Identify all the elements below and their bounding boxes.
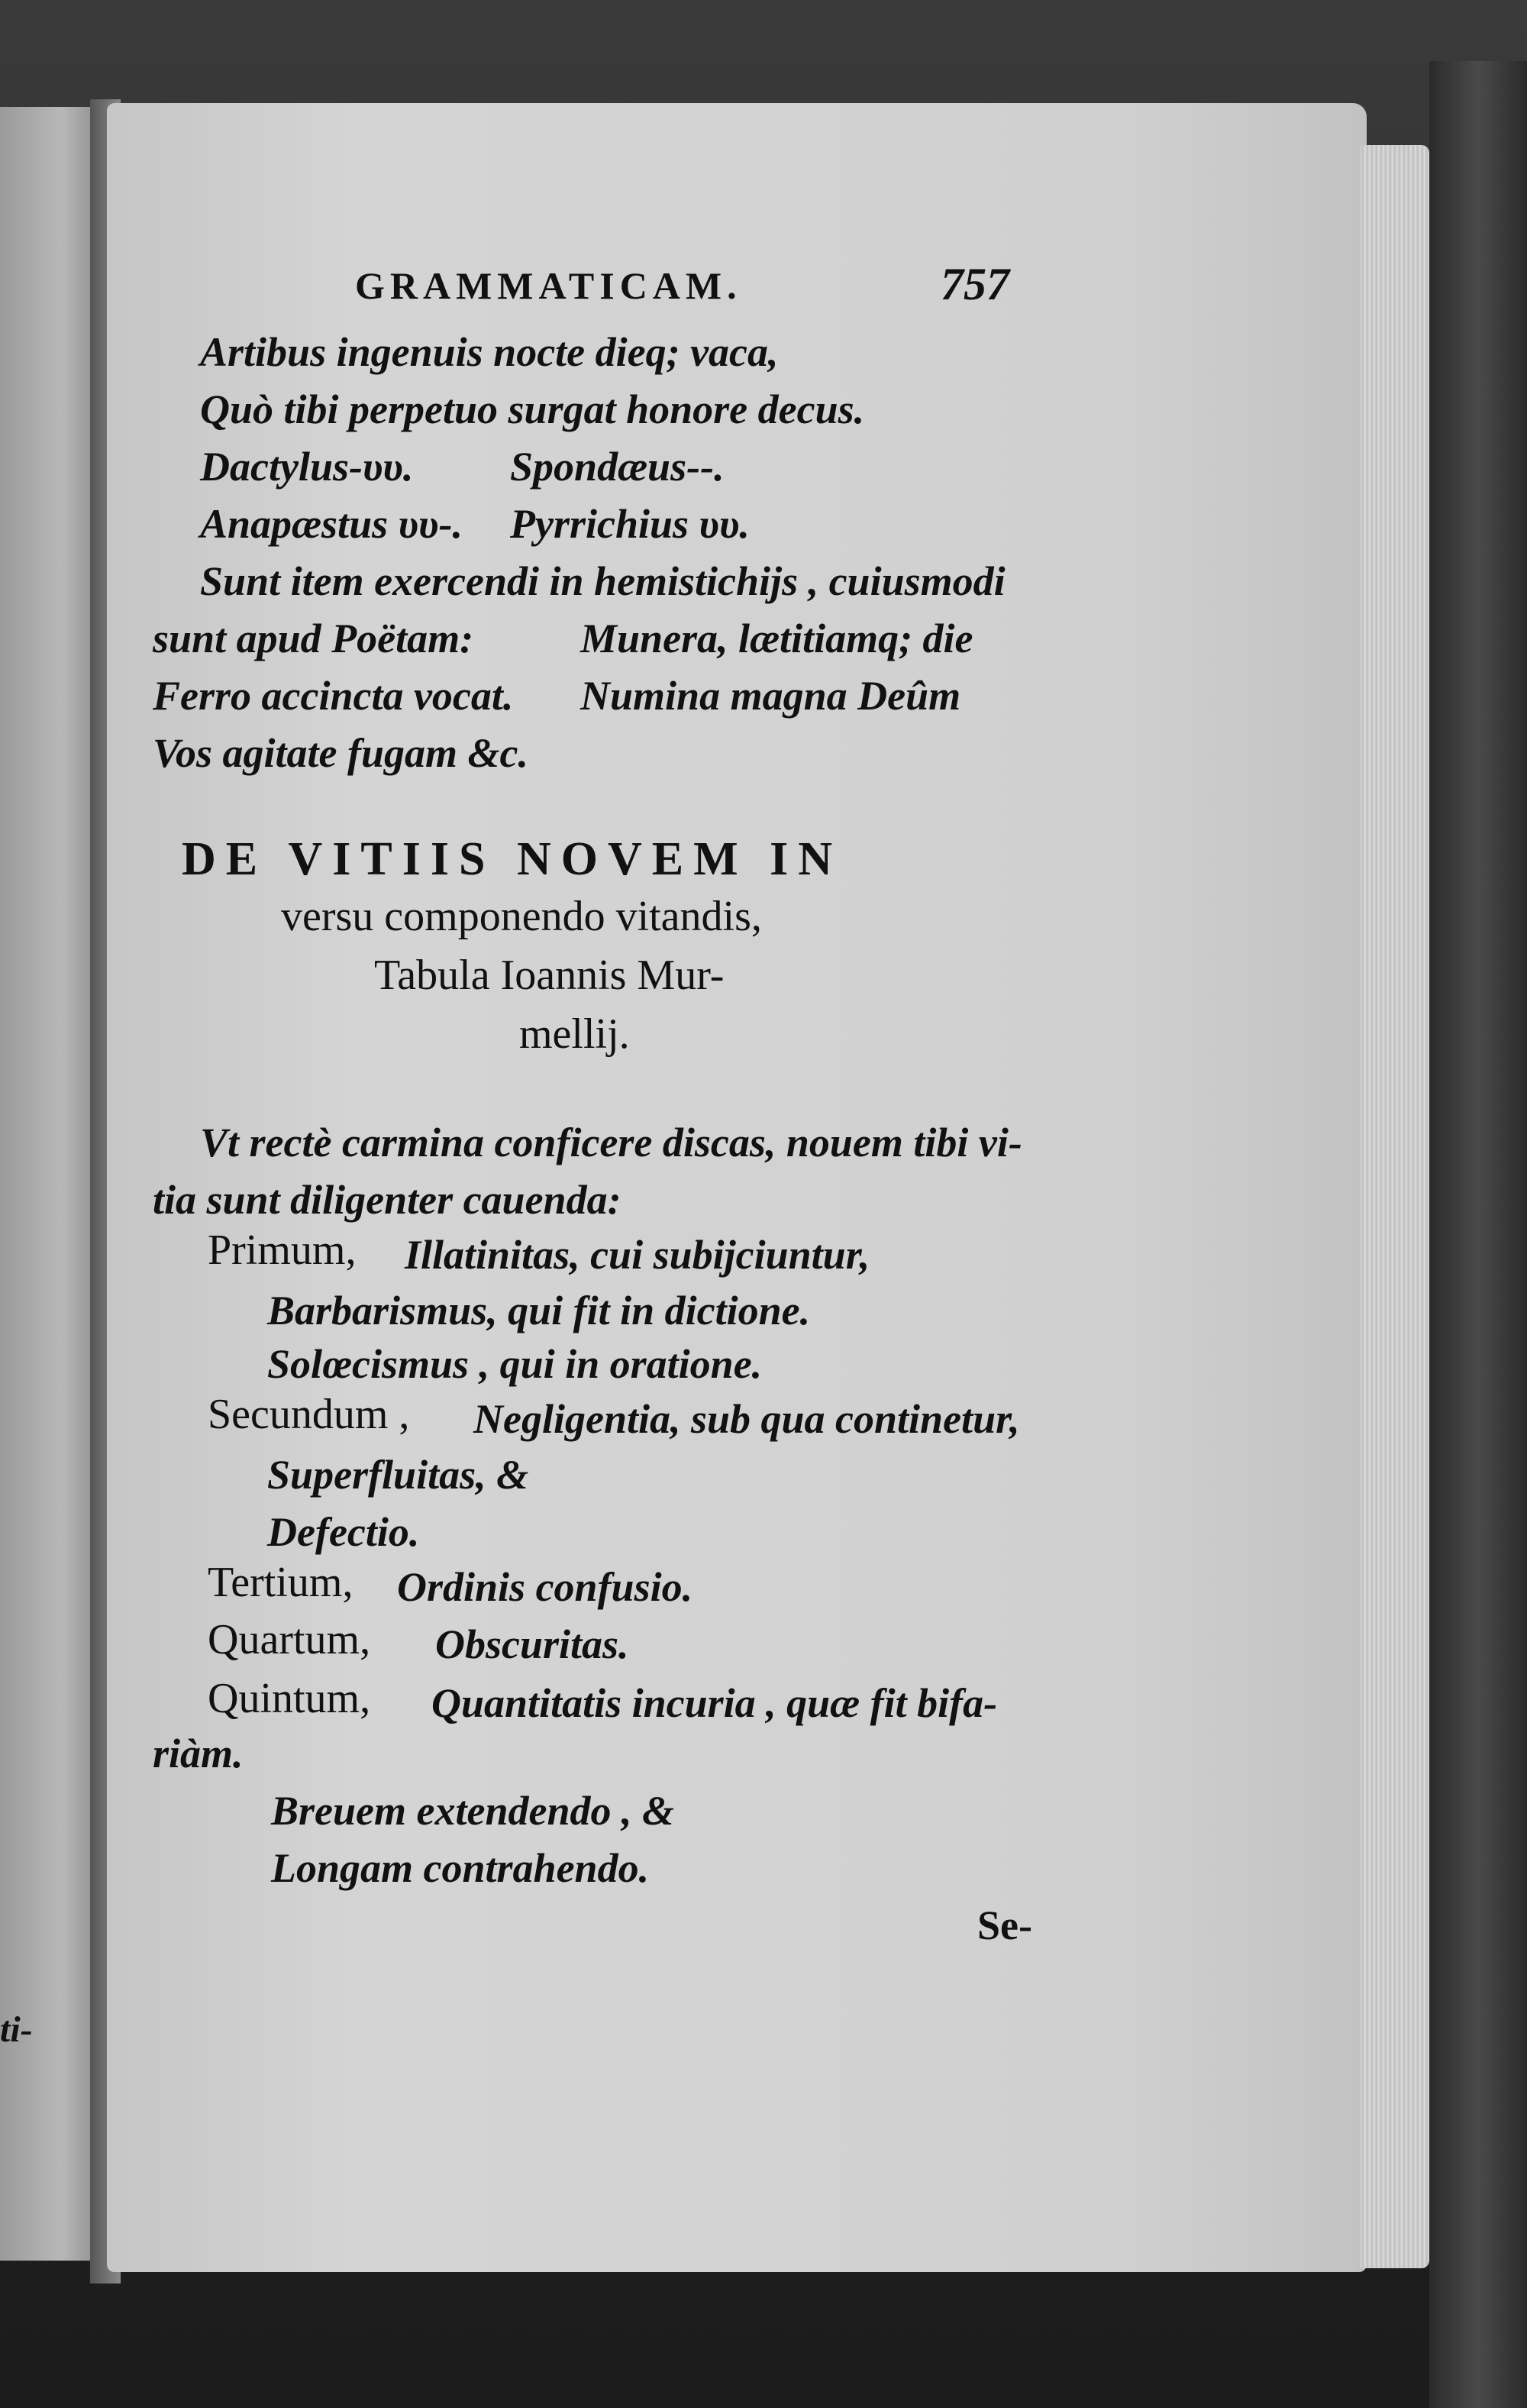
left-page-edge: [0, 107, 103, 2261]
subitem-barbarismus: Barbarismus, qui fit in dictione.: [267, 1288, 811, 1333]
catchword: Se-: [977, 1902, 1032, 1948]
hemistich-left: Vos agitate fugam &c.: [153, 730, 529, 776]
item-label-quintum: Quintum,: [208, 1675, 371, 1722]
item-text-primum: Illatinitas, cui subijciuntur,: [405, 1232, 870, 1278]
meter-spondaeus: Spondæus--.: [510, 444, 725, 490]
page-block-edges: [1361, 145, 1429, 2268]
subitem-breuem: Breuem extendendo , &: [271, 1788, 674, 1834]
hemistich-intro: Sunt item exercendi in hemistichijs , cuiusmodi: [200, 558, 1006, 604]
subitem-soloecismus: Solœcismus , qui in oratione.: [267, 1341, 763, 1387]
section-heading-caps: DE VITIIS NOVEM IN: [182, 833, 843, 885]
section-heading-line: Tabula Ioannis Mur-: [374, 952, 725, 999]
running-head: GRAMMATICAM.: [355, 264, 742, 307]
book-cover: [1429, 61, 1527, 2408]
hemistich-left: Ferro accincta vocat.: [153, 673, 514, 719]
section-heading-line: mellij.: [519, 1010, 630, 1058]
item-label-secundum: Secundum ,: [208, 1391, 410, 1438]
item-text-tertium: Ordinis confusio.: [397, 1564, 693, 1610]
meter-dactylus: Dactylus-υυ.: [200, 444, 414, 490]
item-text-quintum: Quantitatis incuria , quæ fit bifa-: [431, 1680, 998, 1726]
hemistich-right: Munera, lætitiamq; die: [580, 616, 973, 661]
left-page-fragment: ti-: [0, 2009, 33, 2050]
subitem-longam: Longam contrahendo.: [271, 1845, 650, 1891]
intro-line: Vt rectè carmina conficere discas, nouem tibi vi-: [200, 1120, 1022, 1165]
verse-line: Quò tibi perpetuo surgat honore decus.: [200, 386, 865, 432]
hemistich-right: Numina magna Deûm: [580, 673, 961, 719]
item-text-quartum: Obscuritas.: [435, 1621, 629, 1667]
page-number: 757: [941, 259, 1009, 309]
hemistich-left: sunt apud Poëtam:: [153, 616, 474, 661]
intro-line: tia sunt diligenter cauenda:: [153, 1177, 621, 1223]
section-heading-line: versu componendo vitandis,: [281, 893, 762, 940]
item-text-quintum-cont: riàm.: [153, 1731, 244, 1776]
verse-line: Artibus ingenuis nocte dieq; vaca,: [200, 329, 779, 375]
subitem-defectio: Defectio.: [267, 1509, 420, 1555]
item-text-secundum: Negligentia, sub qua continetur,: [473, 1396, 1020, 1442]
item-label-primum: Primum,: [208, 1227, 357, 1274]
item-label-tertium: Tertium,: [208, 1559, 354, 1606]
meter-anapaestus: Anapæstus υυ-.: [200, 501, 463, 547]
item-label-quartum: Quartum,: [208, 1616, 371, 1663]
meter-pyrrichius: Pyrrichius υυ.: [510, 501, 750, 547]
subitem-superfluitas: Superfluitas, &: [267, 1452, 529, 1498]
